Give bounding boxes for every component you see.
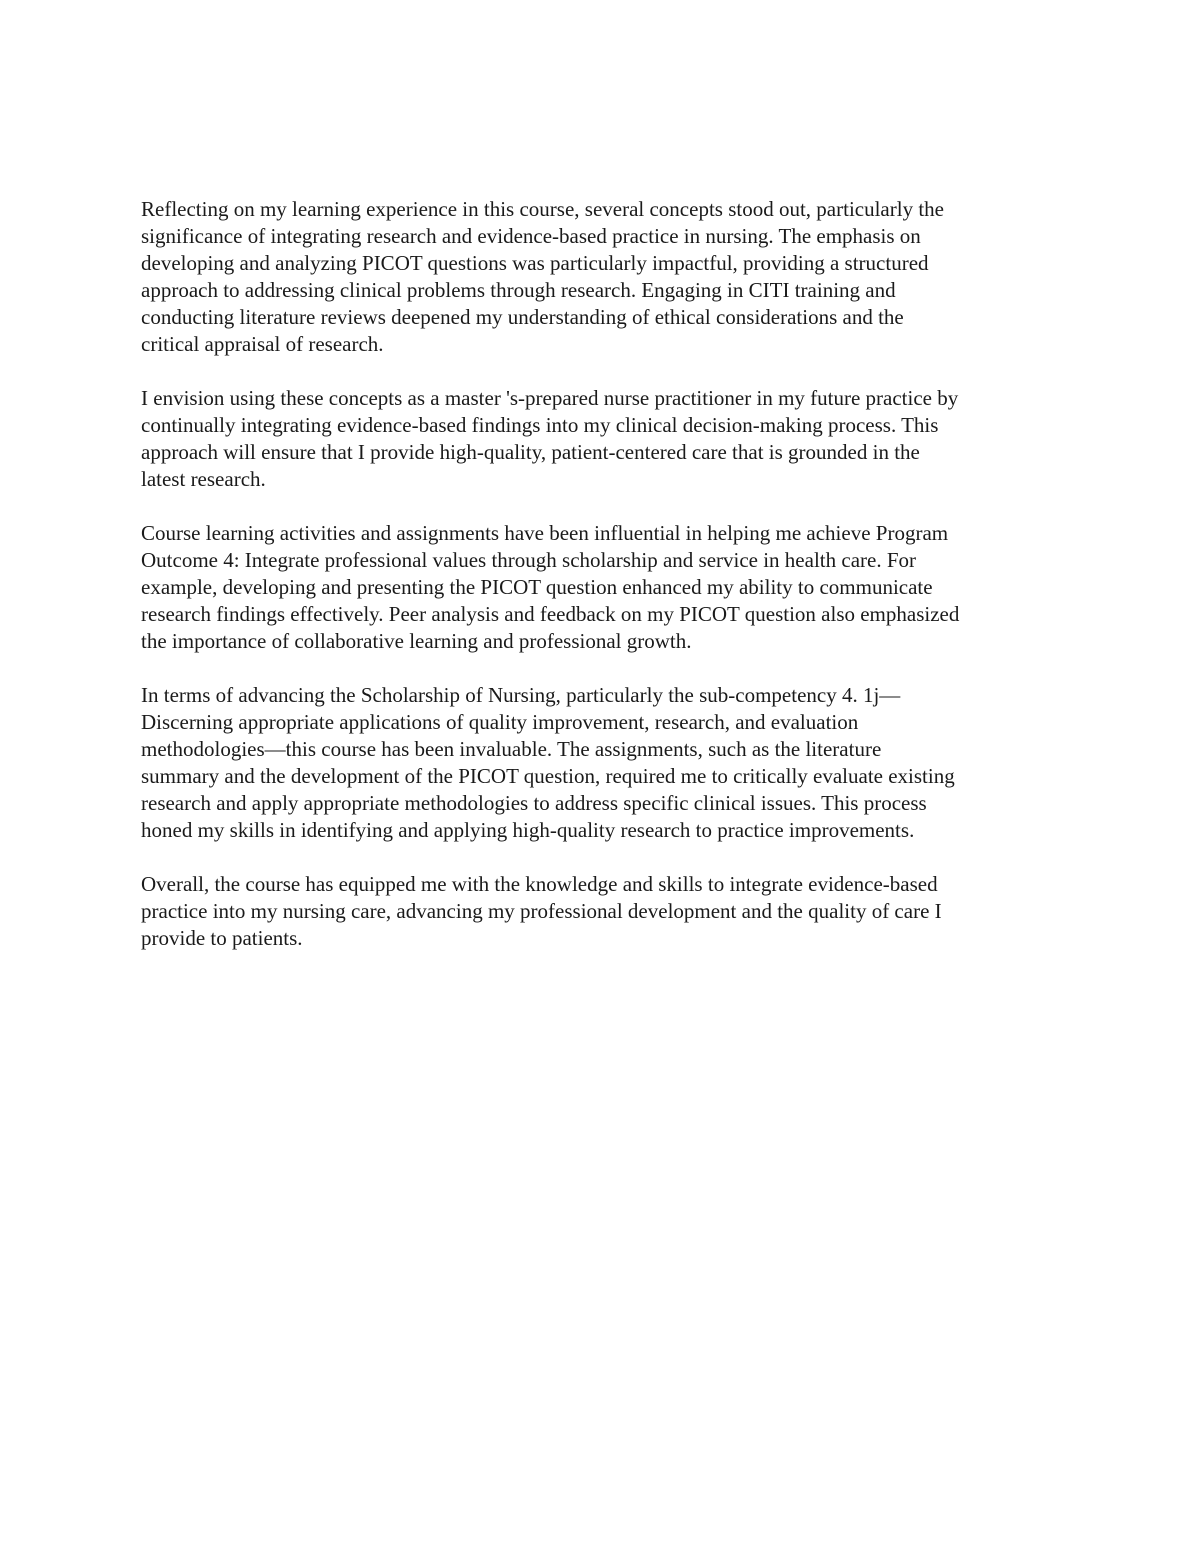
paragraph-program-outcome	[141, 520, 1071, 655]
text-line: I envision using these concepts as a master 's-prepared nurse practitioner in my future practice by	[141, 386, 959, 410]
text-line: approach to addressing clinical problems through research. Engaging in CITI training and	[141, 278, 896, 302]
text-line: approach will ensure that I provide high-quality, patient-centered care that is grounded in the	[141, 440, 920, 464]
paragraph-overall	[141, 871, 1071, 952]
text-line: Outcome 4: Integrate professional values through scholarship and service in health care. For	[141, 548, 917, 572]
paragraph-future-practice	[141, 385, 1071, 493]
text-line: example, developing and presenting the PICOT question enhanced my ability to communicate	[141, 575, 933, 599]
text-line: Reflecting on my learning experience in this course, several concepts stood out, particularly the	[141, 197, 944, 221]
text-line: Overall, the course has equipped me with the knowledge and skills to integrate evidence-based	[141, 872, 938, 896]
text-line: research findings effectively. Peer analysis and feedback on my PICOT question also emphasized	[141, 602, 960, 626]
text-line: practice into my nursing care, advancing my professional development and the quality of care I	[141, 899, 942, 923]
text-line: provide to patients.	[141, 926, 303, 950]
text-line: critical appraisal of research.	[141, 332, 384, 356]
document-body	[141, 196, 1071, 979]
paragraph-scholarship	[141, 682, 1071, 844]
text-line: developing and analyzing PICOT questions was particularly impactful, providing a structured	[141, 251, 929, 275]
text-line: significance of integrating research and evidence-based practice in nursing. The emphasis on	[141, 224, 921, 248]
text-line: conducting literature reviews deepened my understanding of ethical considerations and the	[141, 305, 904, 329]
text-line: methodologies—this course has been invaluable. The assignments, such as the literature	[141, 737, 882, 761]
text-line: honed my skills in identifying and applying high-quality research to practice improvements.	[141, 818, 915, 842]
paragraph-course-reflection	[141, 196, 1071, 358]
text-line: latest research.	[141, 467, 266, 491]
text-line: continually integrating evidence-based findings into my clinical decision-making process. This	[141, 413, 939, 437]
text-line: summary and the development of the PICOT question, required me to critically evaluate existing	[141, 764, 955, 788]
text-line: Discerning appropriate applications of quality improvement, research, and evaluation	[141, 710, 859, 734]
text-line: research and apply appropriate methodologies to address specific clinical issues. This process	[141, 791, 927, 815]
text-line: the importance of collaborative learning and professional growth.	[141, 629, 692, 653]
text-line: In terms of advancing the Scholarship of Nursing, particularly the sub-competency 4. 1j—	[141, 683, 901, 707]
text-line: Course learning activities and assignments have been influential in helping me achieve Program	[141, 521, 949, 545]
